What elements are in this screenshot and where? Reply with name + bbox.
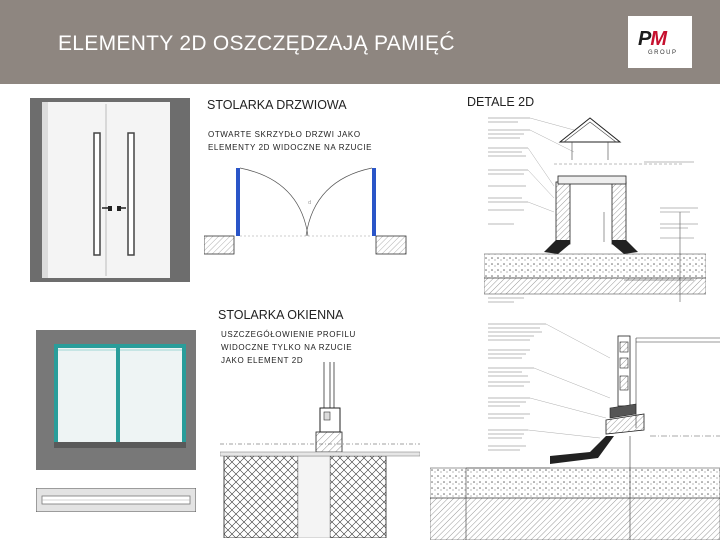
window-sill-detail	[430, 318, 720, 540]
window-profile-detail	[220, 362, 420, 538]
logo-mark: PM	[638, 28, 667, 50]
windows-heading: STOLARKA OKIENNA	[218, 308, 344, 322]
slide-title: ELEMENTY 2D OSZCZĘDZAJĄ PAMIĘĆ	[58, 32, 455, 55]
roof-ridge-detail	[484, 112, 706, 308]
window-2d-plan	[36, 488, 196, 512]
logo-subtitle: GROUP	[648, 50, 678, 56]
door-2d-plan	[204, 160, 424, 260]
pm-group-logo	[628, 16, 692, 68]
doors-note: OTWARTE SKRZYDŁO DRZWI JAKO ELEMENTY 2D WIDOCZNE NA RZUCIE	[208, 130, 373, 152]
door-3d-render	[30, 98, 190, 282]
title-bar	[0, 0, 720, 84]
window-3d-render	[36, 330, 196, 470]
doors-heading: STOLARKA DRZWIOWA	[207, 98, 347, 112]
svg-text:d: d	[308, 200, 312, 206]
windows-note: USZCZEGÓŁOWIENIE PROFILU WIDOCZNE TYLKO NA RZUCIE JAKO ELEMENT 2D	[221, 330, 356, 365]
detail-heading: DETALE 2D	[467, 95, 535, 109]
